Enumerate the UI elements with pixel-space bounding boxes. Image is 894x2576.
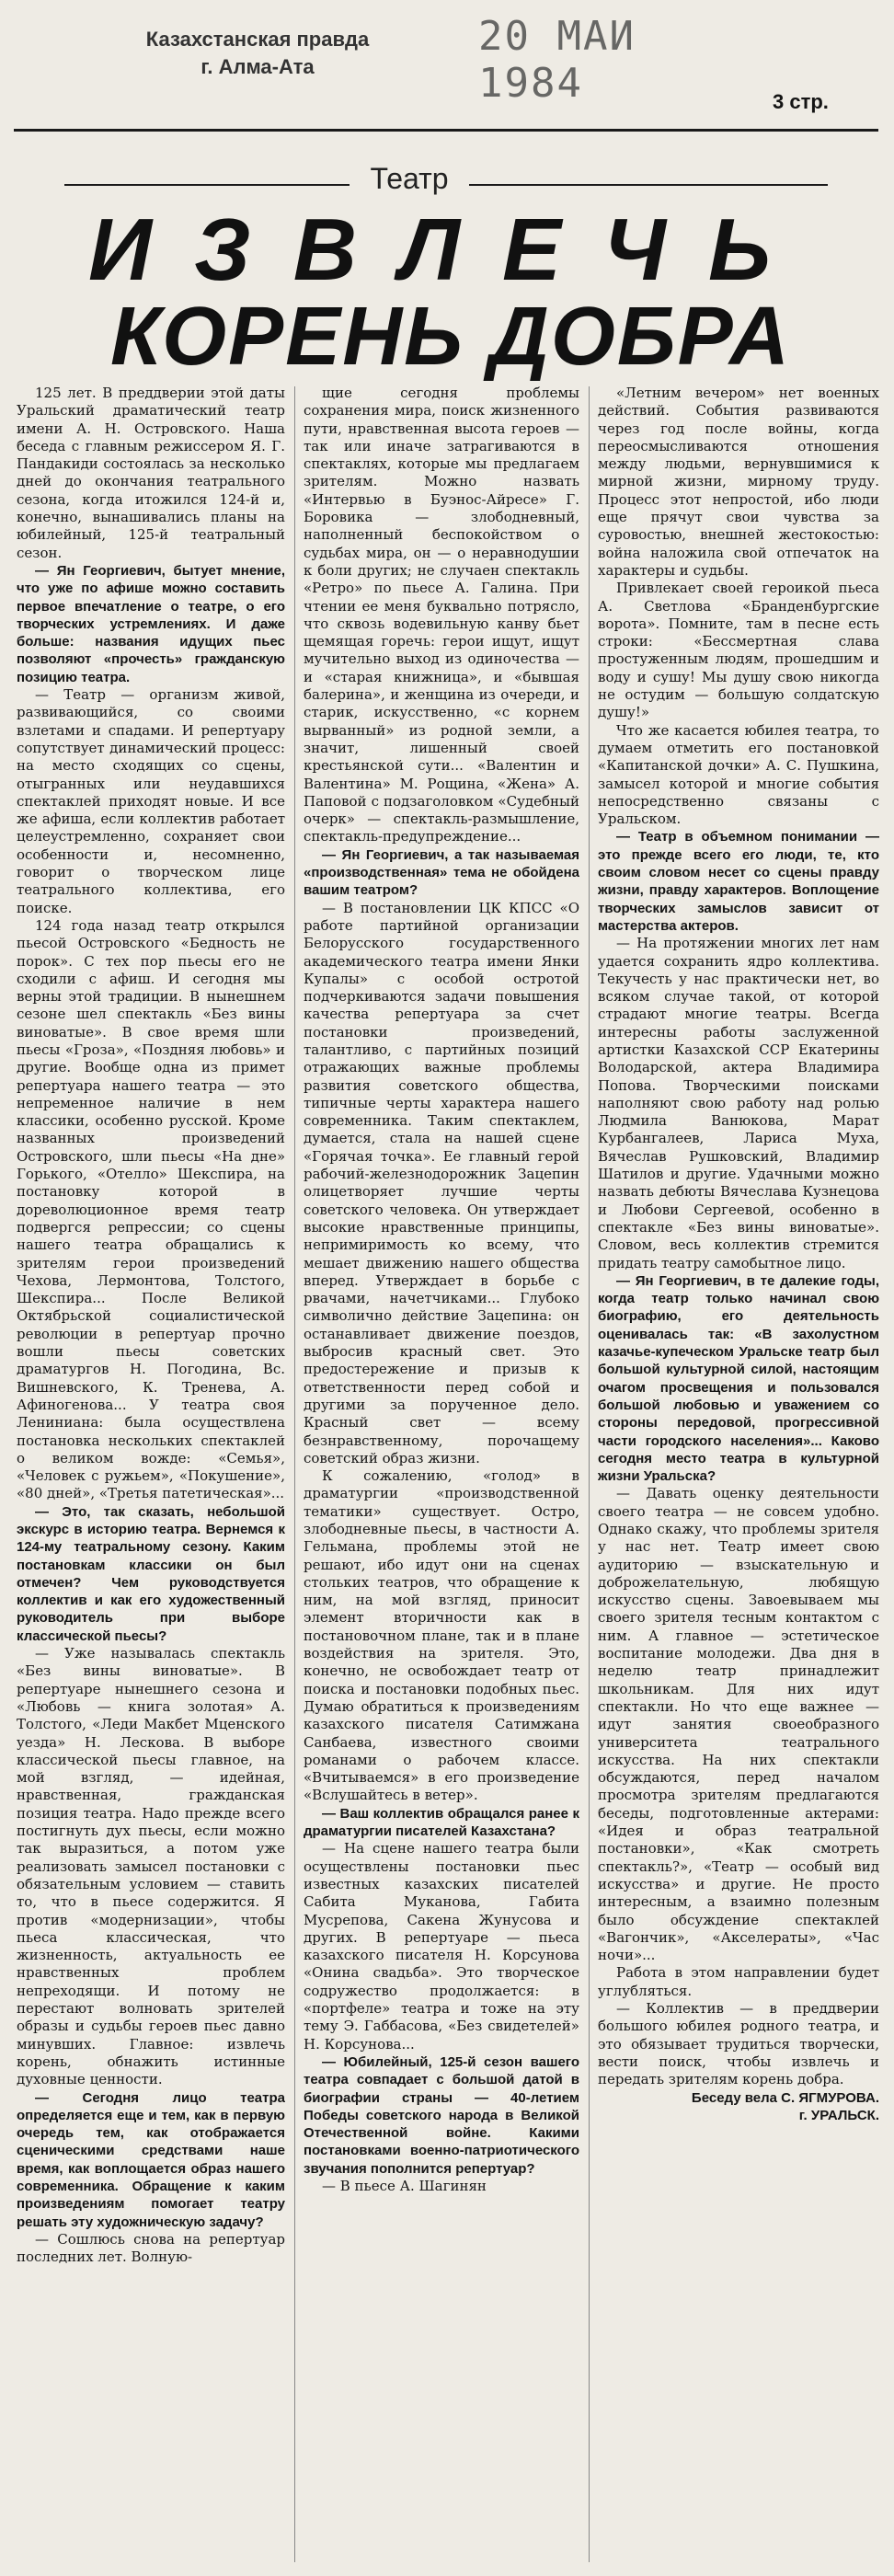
article-paragraph: — В постановлении ЦК КПСС «О работе партийной организации Белорусского государственного академического театра имени Янки Купалы» с особой остротой подчеркиваются задачи повышения качества репертуара за счет постановки произведений, талантливо, с партийных позиций отражающих важные проблемы развития советского общества, типичные черты характера нашего современника. Таким спектаклем, думается, стала на нашей сцене «Горячая точка». Ее главный герой рабочий-железнодорожник Зацепин олицетворяет лучшие черты советского человека. Он утверждает высокие нравственные принципы, непримиримость ко всему, что мешает движению нашего общества вперед. Утверждает в борьбе с рвачами, начетчиками... Глубоко символично действие Зацепина: он останавливает движение поездов, выбросив красный свет. Это предостережение и призыв к ответственности перед собой и другими за порученное дело. Красный свет — всему безнравственному, порочащему советский образ жизни. [304, 899, 579, 1466]
article-paragraph: — Коллектив — в преддверии большого юбилея родного театра, и это обязывает трудиться творчески, вести поиск, чтобы извлечь и передать зрителям корень добра. [598, 2000, 879, 2088]
rubric-label: Театр [370, 162, 449, 195]
byline: Беседу вела С. ЯГМУРОВА. [691, 2089, 879, 2106]
source-city: г. Алма-Ата [201, 55, 315, 78]
article-paragraph: 124 года назад театр открылся пьесой Островского «Бедность не порок». С тех пор пьесы его не сходили с афиш. И сегодня мы верны этой традиции. В нынешнем сезоне шел спектакль «Без вины виноватые». В свое время шли пьесы «Гроза», «Поздняя любовь» и другие. Вообще одна из примет репертуара нашего театра — это непременное наличие в нем классики, особенно русской. Кроме названных произведений Островского, шли пьесы «На дне» Горького, «Отелло» Шекспира, на постановку которой в дореволюционное время театр подвергся репрессии; со сцены нашего театра обращались к зрителям герои произведений Чехова, Лермонтова, Толстого, Шекспира... После Великой Октябрьской социалистической революции в репертуар прочно вошли пьесы советских драматургов Н. Погодина, Вс. Вишневского, К. Тренева, А. Афиногенова... У театра своя Лениниана: была осуществлена постановка нескольких спектаклей о великом вожде: «Семья», «Человек с ружьем», «Покушение», «80 дней», «Третья патетическая»... [17, 916, 285, 1502]
article-column-2 [304, 385, 579, 2565]
source-newspaper-name: Казахстанская правда [145, 28, 370, 51]
article-paragraph: — В пьесе А. Шагинян [322, 2177, 487, 2194]
article-paragraph: 125 лет. В преддверии этой даты Уральский драматический театр имени А. Н. Островского. Наша беседа с главным режиссером Я. Г. Пандакиди состоялась за несколько дней до окончания театрального сезона, когда итожился 124-й и, конечно, вынашивались планы на юбилейный, 125-й театральный сезон. [17, 385, 285, 561]
interview-question: — Ян Георгиевич, бытует мнение, что уже по афише можно составить первое впечатление о театре, о его творческих устремлениях. И даже больше: названия идущих пьес позволяют «прочесть» гражданскую позицию театра. [17, 562, 285, 685]
article-paragraph: — Давать оценку деятельности своего театра — не совсем удобно. Однако скажу, что проблемы зрителя у нас нет. Театр имеет свою аудиторию — взыскательную и доброжелательную, любящую искусство сцены. Завоевываем мы своего зрителя тесным контактом с ним. А главное — эстетическое воспитание молодежи. Два дня в неделю театр принадлежит школьникам. Для них идут спектакли. Но что еще важнее — идут занятия своеобразного университета театрального искусства. На них спектакли обсуждаются, перед началом просмотра зрителям предлагаются беседы, подготовленные актерами: «Идея и образ театральной постановки», «Как смотреть спектакль?», «Театр — особый вид искусства» и другие. Не просто интересным, а взаимно полезным было обсуждение спектаклей «Вагончик», «Акселераты», «Час ночи»... [598, 1485, 879, 1964]
article-paragraph: — Театр — организм живой, развивающийся, со своими взлетами и спадами. И репертуару сопутствует динамический процесс: на место сходящих со сцены, отыгранных или неудавшихся спектаклей приходят новые. И все же афиша, если коллектив работает целеустремленно, сохраняет свои особенности и, несомненно, говорит о творческом лице театрального коллектива, его поиске. [17, 686, 285, 916]
interview-question: — Юбилейный, 125-й сезон вашего театра совпадает с большой датой в биографии страны — 40-летием Победы советского народа в Великой Отечественной войне. Какими постановками военно-патриотического звучания пополнится репертуар? [304, 2053, 579, 2177]
headline-line-1: ИЗВЛЕЧЬ [88, 201, 813, 299]
headline-line-2: КОРЕНЬ ДОБРА [109, 291, 791, 383]
article-paragraph: К сожалению, «голод» в драматургии «производственной тематики» существует. Остро, злободневные пьесы, в частности А. Гельмана, проблемы этой не решают, ибо идут они на сценах стольких театров, что обращение к ним, на мой взгляд, приносит элемент вторичности как в постановочном плане, так и в плане воздействия на зрителя. Это, конечно, не освобождает театр от поиска и постановки подобных пьес. Думаю обратиться к произведениям казахского писателя Сатимжана Санбаева, известного своими романами о рабочем классе. «Вчитываемся» в его произведение «Вслушайтесь в ветер». [304, 1467, 579, 1804]
article-paragraph: — На сцене нашего театра были осуществлены постановки пьес известных казахских писателей Сабита Муканова, Габита Мусрепова, Сакена Жунусова и других. В репертуаре — пьеса казахского писателя Н. Корсунова «Онина свадьба». Это творческое содружество продолжается: в «портфеле» театра и тоже на эту тему Э. Габбасова, «Без свидетелей» Н. Корсунова... [304, 1840, 579, 2053]
date-stamp: 20 МАИ 1984 [478, 13, 636, 107]
byline: г. УРАЛЬСК. [798, 2107, 879, 2123]
page-number: 3 стр. [773, 90, 829, 113]
interview-question: — Это, так сказать, небольшой экскурс в историю театра. Вернемся к 124-му театральному сезону. Каким постановкам классики он был отмечен? Чем руководствуется коллектив и как его художественный руководитель при выборе классической пьесы? [17, 1503, 285, 1644]
article-paragraph: Работа в этом направлении будет углубляться. [598, 1964, 879, 1999]
article-paragraph: — На протяжении многих лет нам удается сохранить ядро коллектива. Текучесть у нас практически нет, во всяком случае такой, от которой страдают многие театры. Всегда интересны работы заслуженной артистки Казахской ССР Екатерины Володарской, актера Владимира Попова. Творческими поисками наполняют свою работу над ролью Людмила Ванюкова, Марат Курбангалеев, Лариса Муха, Вячеслав Рушковский, Владимир Шатилов и другие. Удачными можно назвать дебюты Вячеслава Кузнецова и Любови Сергеевой, особенно в спектакле «Без вины виноватые». Словом, весь коллектив стремится придать театру самобытное лицо. [598, 935, 879, 1271]
source-masthead [138, 26, 377, 81]
column-divider [589, 386, 590, 2562]
interview-question: — Театр в объемном понимании — это прежде всего его люди, те, кто своим словом несет со сцены правду жизни, правду характеров. Воплощение творческих замыслов зависит от мастерства актеров. [598, 829, 879, 934]
header-rule [14, 129, 878, 132]
article-column-1 [17, 385, 285, 2565]
interview-question: — Ян Георгиевич, в те далекие годы, когда театр только начинал свою биографию, его деятельность оценивалась так: «В захолустном казачье-купеческом Уральске театр был большой культурной силой, настоящим очагом просвещения и пользовался большой любовью и уважением со стороны передовой, прогрессивной части городского населения»... Каково сегодня место театра в культурной жизни Уральска? [598, 1272, 879, 1485]
article-column-3 [598, 385, 879, 2565]
article-paragraph: — Уже называлась спектакль «Без вины виноватые». В репертуаре нынешнего сезона и «Любовь — книга золотая» А. Толстого, «Леди Макбет Мценского уезда» Н. Лескова. В выборе классической пьесы главное, на мой взгляд, — идейная, нравственная, гражданская позиция театра. Надо прежде всего постигнуть дух пьесы, если можно так выразиться, а потом уже реализовать замысел постановки с обязательным условием — ставить то, что в пьесе содержится. Я против «модернизации», чтобы пьеса классическая, что жизненность, актуальность ее нравственных проблем непреходящи. И потому не перестают волновать зрителей образы и судьбы героев пьес давно минувших. Главное: извлечь корень, обнажить истинные духовные ценности. [17, 1645, 285, 2088]
interview-question: — Сегодня лицо театра определяется еще и тем, как в первую очередь тем, как отображается сценическими средствами наше время, как воплощается образ нашего современника. Обращение к каким произведениям помогает театру решать эту художническую задачу? [17, 2089, 285, 2230]
interview-question: — Ян Георгиевич, а так называемая «производственная» тема не обойдена вашим театром? [304, 846, 579, 899]
rubric-line-left [64, 184, 350, 186]
article-paragraph: Что же касается юбилея театра, то думаем отметить его постановкой «Капитанской дочки» А. С. Пушкина, замысел которой и многие события непосредственно связаны с Уральском. [598, 721, 879, 828]
rubric-line-right [469, 184, 828, 186]
article-paragraph: щие сегодня проблемы сохранения мира, поиск жизненного пути, нравственная высота героев — так или иначе затрагиваются в спектаклях, которые мы предлагаем зрителям. Можно назвать «Интервью в Буэнос-Айресе» Г. Боровика — злободневный, наполненный беспокойством о судьбах мира, он — о неравнодушии к боли других; не случаен спектакль «Ретро» по пьесе А. Галина. При чтении ее меня буквально потрясло, что сквозь водевильную канву бьет щемящая горечь: герои ищут, ищут мучительно выход из одиночества — и «старая книжница», и «бывшая балерина», и женщина из очереди, и старик, искусственно, «с корнем вырванный» из родной земли, а значит, лишенный своей крестьянской сути... «Валентин и Валентина» М. Рощина, «Жена» А. Паповой с подзаголовком «Судебный очерк» — спектакль-размышление, спектакль-предупреждение... [304, 385, 579, 845]
interview-question: — Ваш коллектив обращался ранее к драматургии писателей Казахстана? [304, 1805, 579, 1840]
article-paragraph: — Сошлюсь снова на репертуар последних лет. Волную- [17, 2230, 285, 2266]
column-divider [294, 386, 295, 2562]
article-paragraph: «Летним вечером» нет военных действий. События развиваются через год после войны, когда переосмысливаются отношения между людьми, вернувшимися к мирной жизни, мирному труду. Процесс этот непростой, ибо люди еще прячут свои чувства за суровостью, внешней жестокостью: война наложила свой отпечаток на характеры и судьбы. [598, 385, 879, 579]
article-paragraph: Привлекает своей героикой пьеса А. Светлова «Бранденбургские ворота». Помните, там в песне есть строки: «Бессмертная слава простуженным людям, прошедшим и воду и сушу! Мы душу свою никогда не остудим — большую солдатскую душу!» [598, 580, 879, 721]
